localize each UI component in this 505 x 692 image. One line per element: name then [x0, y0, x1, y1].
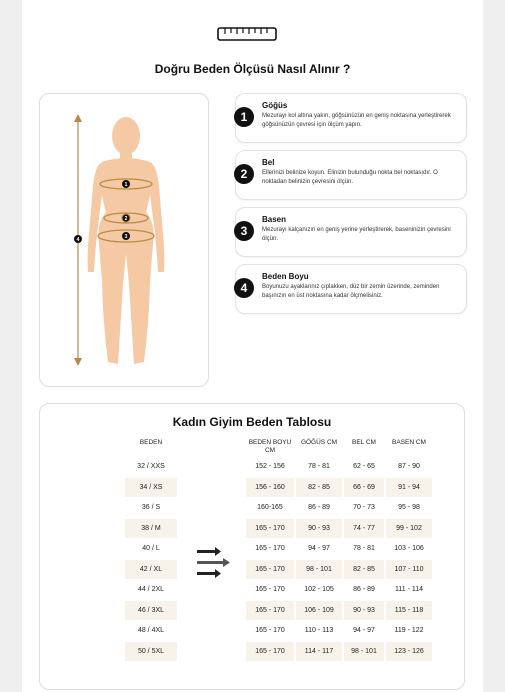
- size-table-card: [39, 403, 465, 690]
- measurement-cell: 165 - 170: [255, 545, 285, 552]
- step-number: 1: [234, 107, 254, 127]
- header-waist: BEL CM: [352, 439, 376, 446]
- step-description: Mezurayı kalçanızın en geniş yerine yerleştirerek, baseninizin çevresini ölçün.: [262, 227, 451, 242]
- size-cell: 36 / S: [141, 504, 161, 511]
- page-title: Doğru Beden Ölçüsü Nasıl Alınır ?: [154, 62, 351, 76]
- size-cell: 38 / M: [125, 519, 177, 538]
- size-cell: 48 / 4XL: [137, 627, 165, 634]
- measurement-cell: 98 - 101: [296, 560, 342, 579]
- step-title: Basen: [262, 215, 287, 224]
- step-number: 2: [234, 164, 254, 184]
- step-title: Bel: [262, 158, 275, 167]
- measurement-cell: 110 - 113: [304, 627, 334, 634]
- measurement-cell: 86 - 89: [308, 504, 330, 511]
- measurement-cell: 74 - 77: [344, 519, 384, 538]
- size-cell: 32 / XXS: [137, 463, 165, 470]
- measurement-cell: 165 - 170: [246, 601, 294, 620]
- measurement-cell: 82 - 85: [344, 560, 384, 579]
- step-title: Göğüs: [262, 101, 288, 110]
- measurement-cell: 91 - 94: [386, 478, 432, 497]
- step-number: 4: [234, 278, 254, 298]
- measurement-cell: 62 - 65: [353, 463, 375, 470]
- step-waist: [235, 150, 467, 200]
- size-cell: 40 / L: [142, 545, 160, 552]
- measurement-cell: 106 - 109: [296, 601, 342, 620]
- measurement-cell: 119 - 122: [394, 627, 424, 634]
- measurement-cell: 98 - 101: [344, 642, 384, 661]
- measurement-cell: 114 - 117: [296, 642, 342, 661]
- measurement-cell: 78 - 81: [353, 545, 375, 552]
- size-cell: 50 / 5XL: [125, 642, 177, 661]
- marker-2-label: 2: [124, 216, 128, 222]
- measurement-cell: 111 - 114: [394, 586, 424, 593]
- body-figure-card: [39, 93, 209, 387]
- measurement-cell: 87 - 90: [398, 463, 420, 470]
- marker-1-label: 1: [124, 182, 128, 188]
- step-number: 3: [234, 221, 254, 241]
- measurement-cell: 94 - 97: [308, 545, 330, 552]
- arrow-right-icon: [195, 547, 231, 579]
- measurement-cell: 82 - 85: [296, 478, 342, 497]
- measurement-cell: 123 - 126: [386, 642, 432, 661]
- measurement-cell: 78 - 81: [308, 463, 330, 470]
- marker-3-label: 3: [124, 234, 128, 240]
- measurement-cell: 103 - 106: [394, 545, 424, 552]
- measurement-cell: 66 - 69: [344, 478, 384, 497]
- size-cell: 44 / 2XL: [137, 586, 165, 593]
- step-description: Ellerinizi belinize koyun. Elinizin bulunduğu nokta bel noktasıdır. O noktadan belinizin çevresini ölçün.: [262, 170, 438, 185]
- size-guide-page: [22, 0, 483, 692]
- measurement-cell: 107 - 110: [386, 560, 432, 579]
- measurement-cell: 160-165: [257, 504, 283, 511]
- size-cell: 34 / XS: [125, 478, 177, 497]
- measurement-cell: 90 - 93: [296, 519, 342, 538]
- table-title: Kadın Giyim Beden Tablosu: [172, 415, 332, 429]
- step-description: Boyunuzu ayaklarınız çıplakken, düz bir zemin üzerinde, zeminden başınızın en üst noktasına kadar ölçmelisiniz.: [262, 284, 440, 299]
- step-chest: [235, 93, 467, 143]
- step-height: [235, 264, 467, 314]
- header-size: BEDEN: [139, 439, 163, 446]
- header-chest: GÖĞÜS CM: [300, 439, 338, 446]
- step-title: Beden Boyu: [262, 272, 309, 281]
- measurement-cell: 165 - 170: [246, 560, 294, 579]
- measurement-cell: 156 - 160: [246, 478, 294, 497]
- measurement-cell: 115 - 118: [386, 601, 432, 620]
- ruler-icon: [217, 26, 277, 42]
- measurement-cell: 90 - 93: [344, 601, 384, 620]
- measurement-cell: 102 - 105: [304, 586, 334, 593]
- header-height: BEDEN BOYU CM: [248, 439, 292, 454]
- header-hip: BASEN CM: [392, 439, 426, 446]
- step-description: Mezurayı kol altına yakın, göğsünüzün en geniş noktasına yerleştirerek göğsünüzün çevresi için ölçüm yapın.: [262, 113, 451, 128]
- measurement-cell: 86 - 89: [353, 586, 375, 593]
- measurement-cell: 165 - 170: [246, 519, 294, 538]
- size-cell: 46 / 3XL: [125, 601, 177, 620]
- measurement-cell: 165 - 170: [246, 642, 294, 661]
- measurement-cell: 152 - 156: [255, 463, 285, 470]
- measurement-cell: 165 - 170: [255, 627, 285, 634]
- marker-4-label: 4: [76, 237, 80, 243]
- measurement-cell: 94 - 97: [353, 627, 375, 634]
- measurement-cell: 70 - 73: [353, 504, 375, 511]
- measurement-cell: 165 - 170: [255, 586, 285, 593]
- size-cell: 42 / XL: [125, 560, 177, 579]
- step-hip: [235, 207, 467, 257]
- measurement-cell: 99 - 102: [386, 519, 432, 538]
- body-figure: [40, 94, 208, 386]
- measurement-cell: 95 - 98: [398, 504, 420, 511]
